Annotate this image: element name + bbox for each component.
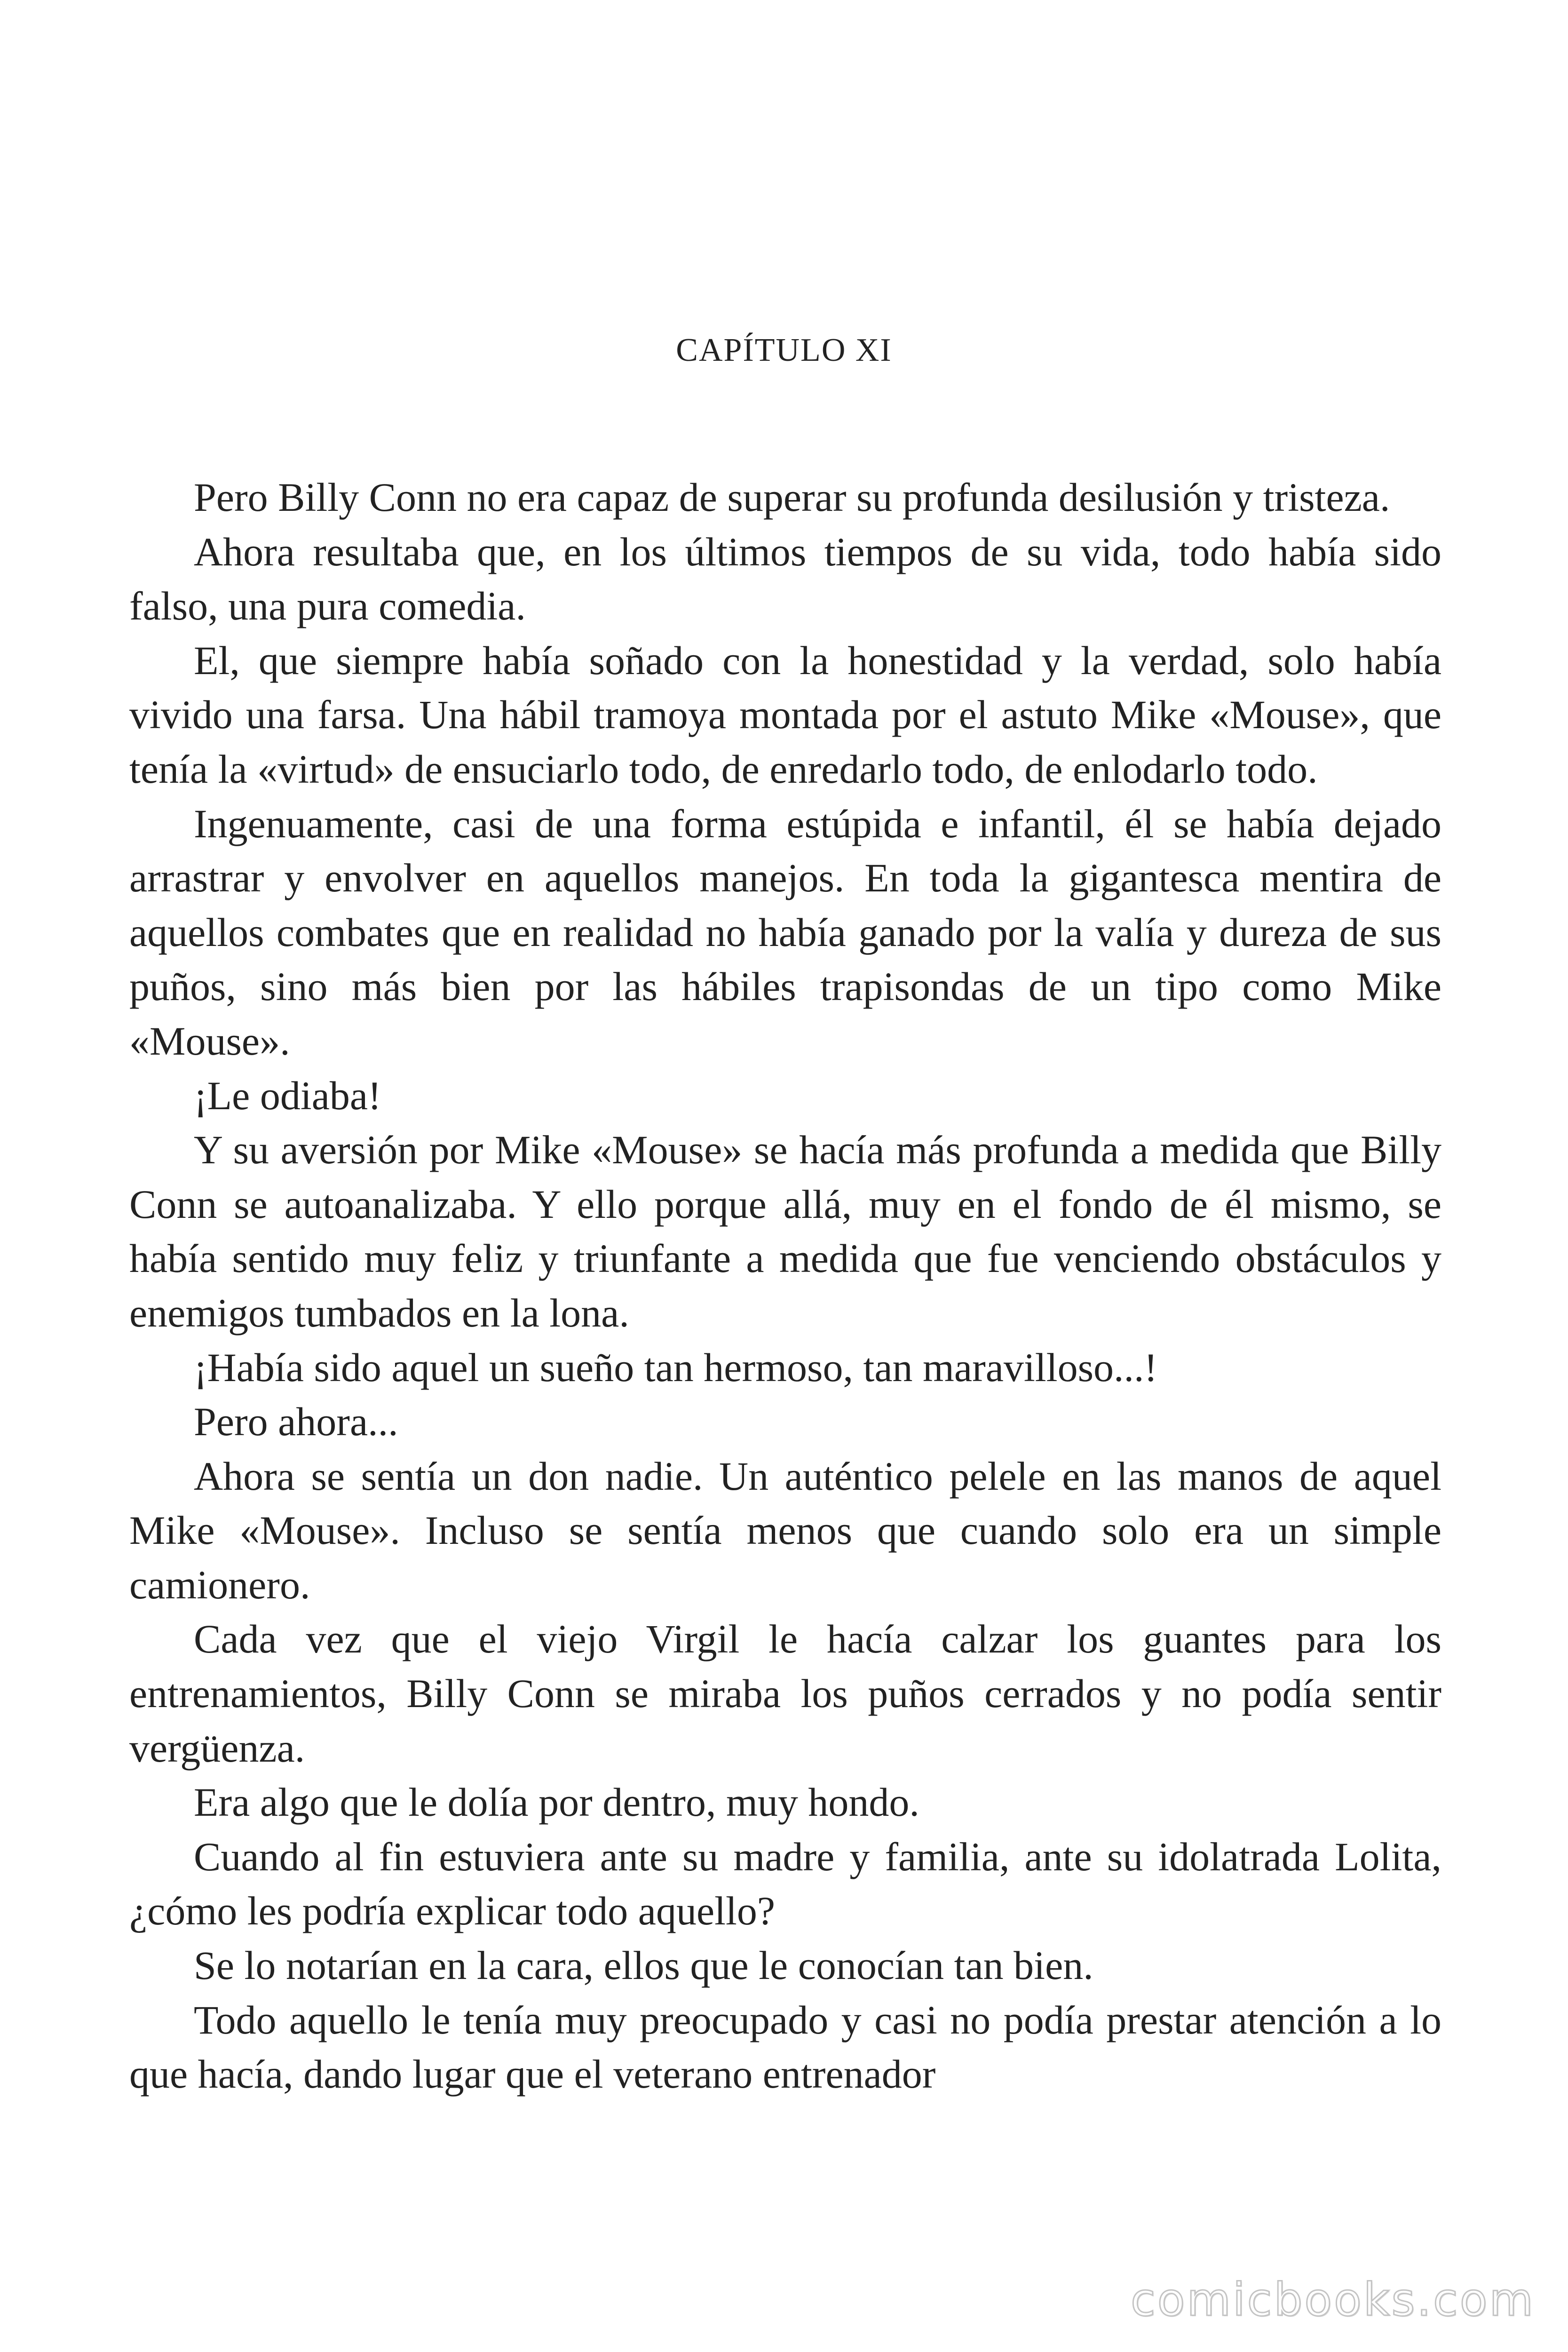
paragraph: Pero Billy Conn no era capaz de superar su profunda desilusión y tristeza. bbox=[194, 475, 1390, 520]
chapter-body bbox=[129, 470, 1441, 2102]
paragraph: ¡Había sido aquel un sueño tan hermoso, tan maravilloso...! bbox=[194, 1344, 1158, 1390]
chapter-title: CAPÍTULO XI bbox=[676, 332, 892, 368]
paragraph: Ahora resultaba que, en los últimos tiempos de su vida, todo había sido falso, una pura comedia. bbox=[129, 529, 1441, 629]
paragraph: El, que siempre había soñado con la honestidad y la verdad, solo había vivido una farsa. Una hábil tramoya montada por el astuto Mike «Mouse», que tenía la «virtud» de ensuciarlo todo, de enredarlo todo, de enlodarlo todo. bbox=[129, 637, 1441, 792]
watermark: comicbooks.com bbox=[1130, 2273, 1535, 2326]
paragraph: Y su aversión por Mike «Mouse» se hacía más profunda a medida que Billy Conn se autoanalizaba. Y ello porque allá, muy en el fondo de él mismo, se había sentido muy feliz y triunfante a medida que fue venciendo obstáculos y enemigos tumbados en la lona. bbox=[129, 1127, 1441, 1335]
paragraph: Ahora se sentía un don nadie. Un auténtico pelele en las manos de aquel Mike «Mouse». Incluso se sentía menos que cuando solo era un simple camionero. bbox=[129, 1453, 1441, 1607]
paragraph: Todo aquello le tenía muy preocupado y casi no podía prestar atención a lo que hacía, dando lugar que el veterano entrenador bbox=[129, 1997, 1441, 2097]
paragraph: ¡Le odiaba! bbox=[194, 1073, 381, 1118]
paragraph: Pero ahora... bbox=[194, 1399, 398, 1445]
paragraph: Cuando al fin estuviera ante su madre y familia, ante su idolatrada Lolita, ¿cómo les podría explicar todo aquello? bbox=[129, 1834, 1441, 1934]
paragraph: Se lo notarían en la cara, ellos que le conocían tan bien. bbox=[194, 1943, 1093, 1988]
paragraph: Cada vez que el viejo Virgil le hacía calzar los guantes para los entrenamientos, Billy Conn se miraba los puños cerrados y no podía sentir vergüenza. bbox=[129, 1616, 1441, 1771]
paragraph: Era algo que le dolía por dentro, muy hondo. bbox=[194, 1780, 919, 1825]
paragraph: Ingenuamente, casi de una forma estúpida e infantil, él se había dejado arrastrar y envolver en aquellos manejos. En toda la gigantesca mentira de aquellos combates que en realidad no había ganado por la valía y dureza de sus puños, sino más bien por las hábiles trapisondas de un tipo como Mike «Mouse». bbox=[129, 801, 1441, 1064]
